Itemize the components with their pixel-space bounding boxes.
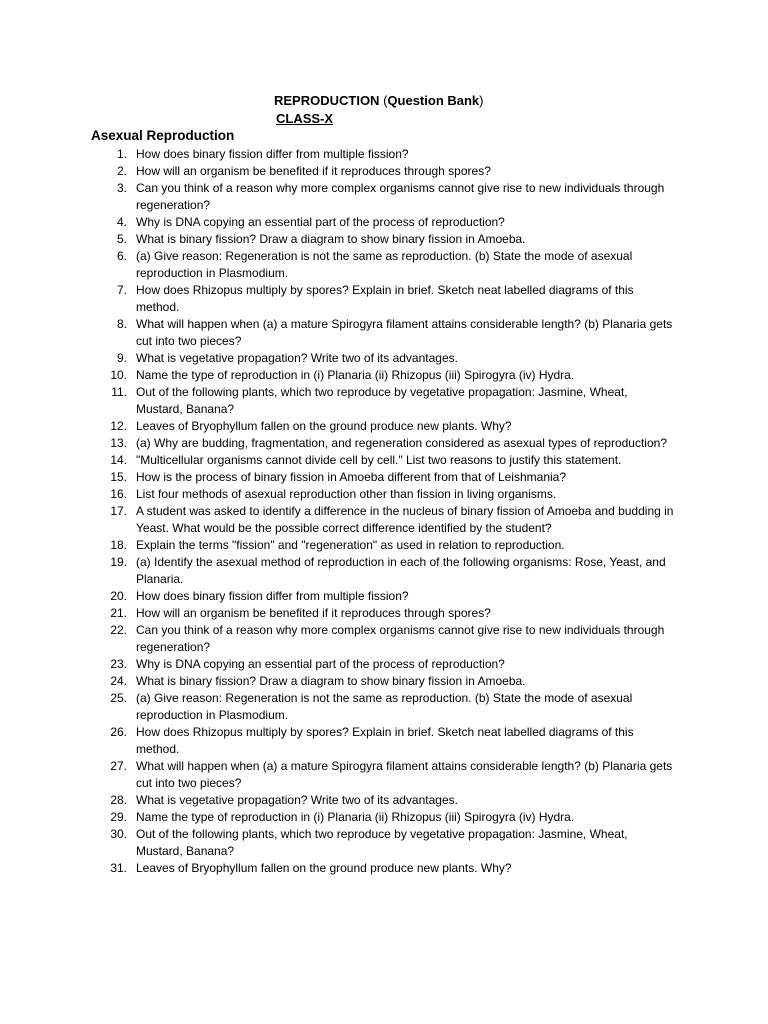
question-text: How will an organism be benefited if it reproduces through spores? bbox=[136, 164, 491, 178]
question-item bbox=[0, 537, 768, 554]
question-number: 12. bbox=[110, 419, 127, 433]
question-number: 31. bbox=[110, 861, 127, 875]
question-text: (a) Why are budding, fragmentation, and regeneration considered as asexual types of reproduction? bbox=[136, 436, 667, 450]
question-number: 18. bbox=[110, 538, 127, 552]
question-number: 29. bbox=[110, 810, 127, 824]
question-item bbox=[0, 486, 768, 503]
question-item bbox=[0, 588, 768, 605]
question-item bbox=[0, 690, 768, 724]
question-item bbox=[0, 146, 768, 163]
question-item bbox=[0, 724, 768, 758]
question-text: Out of the following plants, which two reproduce by vegetative propagation: Jasmine, Wheat, Mustard, Banana? bbox=[136, 827, 628, 858]
question-number: 9. bbox=[116, 351, 127, 365]
question-item bbox=[0, 826, 768, 860]
question-number: 14. bbox=[110, 453, 127, 467]
question-number: 15. bbox=[110, 470, 127, 484]
question-text: Why is DNA copying an essential part of the process of reproduction? bbox=[136, 657, 505, 671]
question-number: 19. bbox=[110, 555, 127, 569]
question-text: (a) Identify the asexual method of reproduction in each of the following organisms: Rose, Yeast, and Planaria. bbox=[136, 555, 666, 586]
question-item bbox=[0, 452, 768, 469]
question-item bbox=[0, 418, 768, 435]
question-text: How does binary fission differ from multiple fission? bbox=[136, 589, 409, 603]
question-text: Can you think of a reason why more complex organisms cannot give rise to new individuals through regeneration? bbox=[136, 181, 665, 212]
question-text: Can you think of a reason why more complex organisms cannot give rise to new individuals through regeneration? bbox=[136, 623, 665, 654]
question-text: How does Rhizopus multiply by spores? Explain in brief. Sketch neat labelled diagrams of this method. bbox=[136, 283, 634, 314]
question-number: 22. bbox=[110, 623, 127, 637]
question-number: 8. bbox=[116, 317, 127, 331]
question-number: 23. bbox=[110, 657, 127, 671]
question-item bbox=[0, 435, 768, 452]
question-item bbox=[0, 231, 768, 248]
question-item bbox=[0, 214, 768, 231]
class-subtitle: CLASS-X bbox=[276, 111, 334, 126]
question-item bbox=[0, 384, 768, 418]
question-text: (a) Give reason: Regeneration is not the same as reproduction. (b) State the mode of asexual reproduction in Plasmodium. bbox=[136, 249, 633, 280]
question-text: What is vegetative propagation? Write two of its advantages. bbox=[136, 351, 458, 365]
question-item bbox=[0, 656, 768, 673]
question-item bbox=[0, 163, 768, 180]
question-number: 25. bbox=[110, 691, 127, 705]
question-number: 10. bbox=[110, 368, 127, 382]
question-text: Out of the following plants, which two reproduce by vegetative propagation: Jasmine, Wheat, Mustard, Banana? bbox=[136, 385, 628, 416]
question-item bbox=[0, 622, 768, 656]
question-text: Name the type of reproduction in (i) Planaria (ii) Rhizopus (iii) Spirogyra (iv) Hydra. bbox=[136, 810, 575, 824]
question-number: 4. bbox=[116, 215, 127, 229]
question-text: A student was asked to identify a difference in the nucleus of binary fission of Amoeba and budding in Yeast. What would be the possible correct difference identified by the student? bbox=[136, 504, 674, 535]
question-item bbox=[0, 248, 768, 282]
question-item bbox=[0, 809, 768, 826]
question-number: 5. bbox=[116, 232, 127, 246]
question-item bbox=[0, 758, 768, 792]
question-text: Why is DNA copying an essential part of the process of reproduction? bbox=[136, 215, 505, 229]
section-heading: Asexual Reproduction bbox=[91, 128, 235, 143]
question-text: Leaves of Bryophyllum fallen on the ground produce new plants. Why? bbox=[136, 861, 512, 875]
title-main: REPRODUCTION bbox=[274, 93, 380, 108]
question-item bbox=[0, 180, 768, 214]
question-number: 26. bbox=[110, 725, 127, 739]
question-text: What will happen when (a) a mature Spirogyra filament attains considerable length? (b) Planaria gets cut into two pieces? bbox=[136, 759, 673, 790]
question-number: 13. bbox=[110, 436, 127, 450]
question-text: Name the type of reproduction in (i) Planaria (ii) Rhizopus (iii) Spirogyra (iv) Hydra. bbox=[136, 368, 575, 382]
question-item bbox=[0, 282, 768, 316]
title-paren-text: Question Bank bbox=[387, 93, 480, 108]
question-text: What is binary fission? Draw a diagram to show binary fission in Amoeba. bbox=[136, 674, 526, 688]
question-number: 6. bbox=[116, 249, 127, 263]
question-item bbox=[0, 792, 768, 809]
question-number: 11. bbox=[111, 385, 127, 399]
question-number: 1. bbox=[116, 147, 127, 161]
question-item bbox=[0, 316, 768, 350]
question-number: 24. bbox=[110, 674, 127, 688]
question-item bbox=[0, 367, 768, 384]
question-text: List four methods of asexual reproduction other than fission in living organisms. bbox=[136, 487, 557, 501]
question-text: How will an organism be benefited if it reproduces through spores? bbox=[136, 606, 491, 620]
question-number: 21. bbox=[110, 606, 127, 620]
question-item bbox=[0, 554, 768, 588]
question-number: 7. bbox=[116, 283, 127, 297]
title-paren-open: ( bbox=[383, 93, 388, 108]
question-text: (a) Give reason: Regeneration is not the same as reproduction. (b) State the mode of asexual reproduction in Plasmodium. bbox=[136, 691, 633, 722]
question-number: 3. bbox=[116, 181, 127, 195]
question-text: What is vegetative propagation? Write two of its advantages. bbox=[136, 793, 458, 807]
question-text: What will happen when (a) a mature Spirogyra filament attains considerable length? (b) Planaria gets cut into two pieces? bbox=[136, 317, 673, 348]
question-text: What is binary fission? Draw a diagram to show binary fission in Amoeba. bbox=[136, 232, 526, 246]
document-title bbox=[274, 93, 484, 108]
question-number: 17. bbox=[110, 504, 127, 518]
question-text: How is the process of binary fission in Amoeba different from that of Leishmania? bbox=[136, 470, 567, 484]
question-number: 28. bbox=[110, 793, 127, 807]
question-text: How does Rhizopus multiply by spores? Explain in brief. Sketch neat labelled diagrams of this method. bbox=[136, 725, 634, 756]
question-number: 30. bbox=[110, 827, 127, 841]
title-paren-close: ) bbox=[479, 93, 484, 108]
question-number: 27. bbox=[110, 759, 127, 773]
question-number: 20. bbox=[110, 589, 127, 603]
question-item bbox=[0, 469, 768, 486]
question-number: 2. bbox=[116, 164, 127, 178]
question-list bbox=[0, 146, 768, 877]
question-item bbox=[0, 860, 768, 877]
question-text: "Multicellular organisms cannot divide cell by cell." List two reasons to justify this statement. bbox=[136, 453, 622, 467]
question-item bbox=[0, 605, 768, 622]
question-number: 16. bbox=[110, 487, 127, 501]
question-item bbox=[0, 350, 768, 367]
question-text: Leaves of Bryophyllum fallen on the ground produce new plants. Why? bbox=[136, 419, 512, 433]
question-item bbox=[0, 503, 768, 537]
question-text: How does binary fission differ from multiple fission? bbox=[136, 147, 409, 161]
question-text: Explain the terms "fission" and "regeneration" as used in relation to reproduction. bbox=[136, 538, 565, 552]
question-item bbox=[0, 673, 768, 690]
